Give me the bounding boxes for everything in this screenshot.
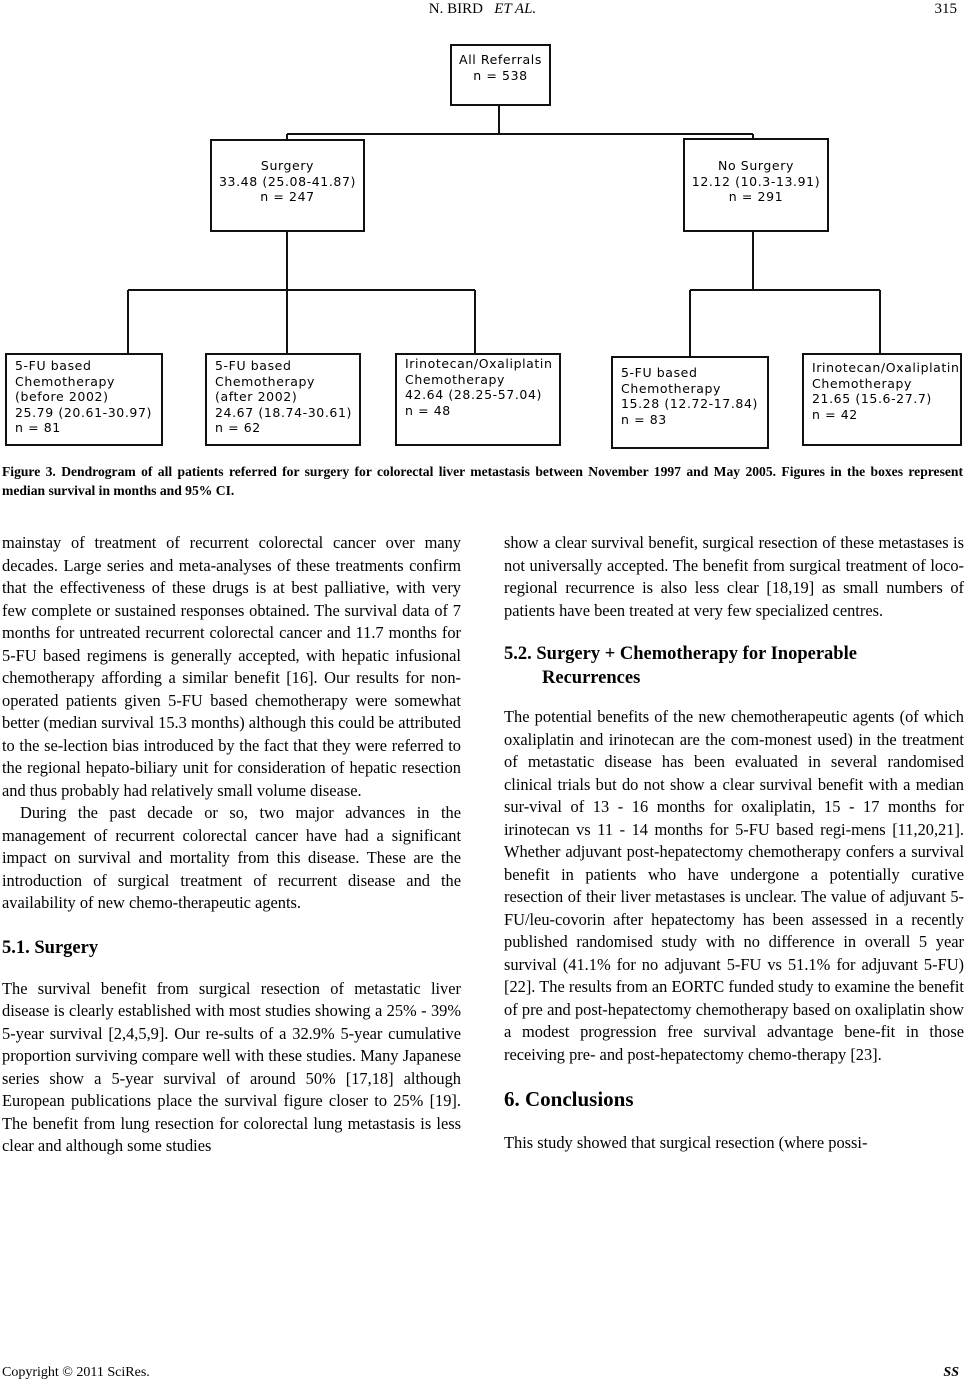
node-n: n = 247 [260, 189, 315, 204]
node-all-referrals [450, 44, 551, 106]
journal-abbrev: SS [943, 1365, 959, 1380]
paragraph: The survival benefit from surgical resection of metastatic liver disease is clearly established with most studies showing a 25% - 39% 5-year survival [2,4,5,9]. Our re-sults of a 32.9% 5-year cumulative proportion surviving compare well with these studies. Many Japanese series show a 5-year survival of around 50% [17,18] although European publications place the survival figure closer to 25% [19]. The benefit from lung resection for colorectal lung metastasis is less clear and although some studies [2, 978, 461, 1155]
et-al: ET AL. [494, 1, 537, 17]
node-title: No Surgery [718, 158, 794, 173]
section-heading-5-1: 5.1. Surgery [2, 937, 99, 958]
right-column [504, 532, 964, 1155]
left-column [2, 532, 461, 1158]
node-survival: 33.48 (25.08-41.87) [219, 173, 356, 189]
paragraph: This study showed that surgical resection (where possi- [504, 1133, 868, 1152]
page-number: 315 [934, 1, 957, 17]
node-no-surgery [683, 138, 829, 232]
copyright: Copyright © 2011 SciRes. [2, 1365, 150, 1380]
section-heading-5-2: 5.2. Surgery + Chemotherapy for Inoperable Recurrences [504, 644, 857, 688]
node-title: Surgery [260, 158, 315, 173]
leaf-irinotecan-no-surgery: Irinotecan/Oxaliplatin Chemotherapy 21.65 (15.6-27.7) n = 42 [802, 353, 962, 446]
node-survival: 12.12 (10.3-13.91) [691, 173, 821, 189]
figure-caption: Figure 3. Dendrogram of all patients referred for surgery for colorectal liver metastasis between November 1997 and May 2005. Figures in the boxes represent median survival in months and 95% CI. [2, 464, 963, 498]
node-n: n = 538 [473, 67, 528, 83]
leaf-5fu-before-2002: 5-FU based Chemotherapy (before 2002) 25.79 (20.61-30.97) n = 81 [5, 353, 163, 446]
node-n: n = 291 [728, 189, 784, 204]
node-surgery [210, 139, 365, 232]
leaf-5fu-no-surgery: 5-FU based Chemotherapy 15.28 (12.72-17.84) n = 83 [611, 356, 769, 449]
paragraph: mainstay of treatment of recurrent colorectal cancer over many decades. Large series and meta-analyses of these treatments confirm that the effectiveness of these drugs is at best palliative, with very few complete or sustained responses obtained. The survival data of 7 months for untreated recurrent colorectal cancer and 11.7 months for 5-FU based regimens is generally accepted, with hepatic infusional chemotherapy affording a similar benefit [16]. Our results for non-operated patients given 5-FU based chemotherapy were somewhat better (median survival 15.3 months) although this could be attributed to the se-lection bias introduced by the fact that they were referred to the regional hepato-biliary unit for consideration of hepatic resection and thus probably had relatively small volume disease. [2, 533, 461, 800]
section-heading-6: 6. Conclusions [504, 1087, 634, 1111]
paragraph: The potential benefits of the new chemotherapeutic agents (of which oxaliplatin and irinotecan are the com-monest used) in the treatment of metastatic disease has been evaluated in several randomised clinical trials but do not show a clear survival benefit with a median sur-vival of 13 - 16 months for oxaliplatin, 15 - 17 months for irinotecan vs 11 - 14 months for 5-FU based regi-mens [11,20,21]. Whether adjuvant post-hepatectomy chemotherapy confers a survival benefit in patients who have undergone a potentially curative resection of their liver metastases is unclear. The value of adjuvant 5-FU/leu-covorin after hepatectomy has been assessed in a recently published randomised study with no difference in overall 5 year survival (41.1% for no adjuvant 5-FU vs 51.1% for adjuvant 5-FU) [22]. The results from an EORTC funded study to examine the benefit of pre and post-hepatectomy chemotherapy based on oxaliplatin show a modest progression free survival advantage bene-fit in those receiving pre- and post-hepatectomy chemo-therapy [23]. [504, 707, 964, 1064]
leaf-5fu-after-2002: 5-FU based Chemotherapy (after 2002) 24.67 (18.74-30.61) n = 62 [205, 353, 361, 446]
paragraph: show a clear survival benefit, surgical resection of these metastases is not universally accepted. The benefit from surgical treatment of loco-regional recurrence is also less clear [18,19] as small numbers of patients have been treated at very few specialized centres. [504, 533, 964, 620]
paragraph: During the past decade or so, two major advances in the management of recurrent colorectal cancer have had a significant impact on survival and mortality from this disease. These are the introduction of surgical treatment of recurrent disease and the availability of new chemo-therapeutic agents. [2, 803, 461, 912]
node-title: All Referrals [459, 52, 542, 67]
author-name: N. BIRD [428, 1, 483, 17]
page-footer [0, 1365, 965, 1385]
leaf-irinotecan-surgery: Irinotecan/Oxaliplatin Chemotherapy 42.64 (28.25-57.04) n = 48 [395, 353, 561, 446]
